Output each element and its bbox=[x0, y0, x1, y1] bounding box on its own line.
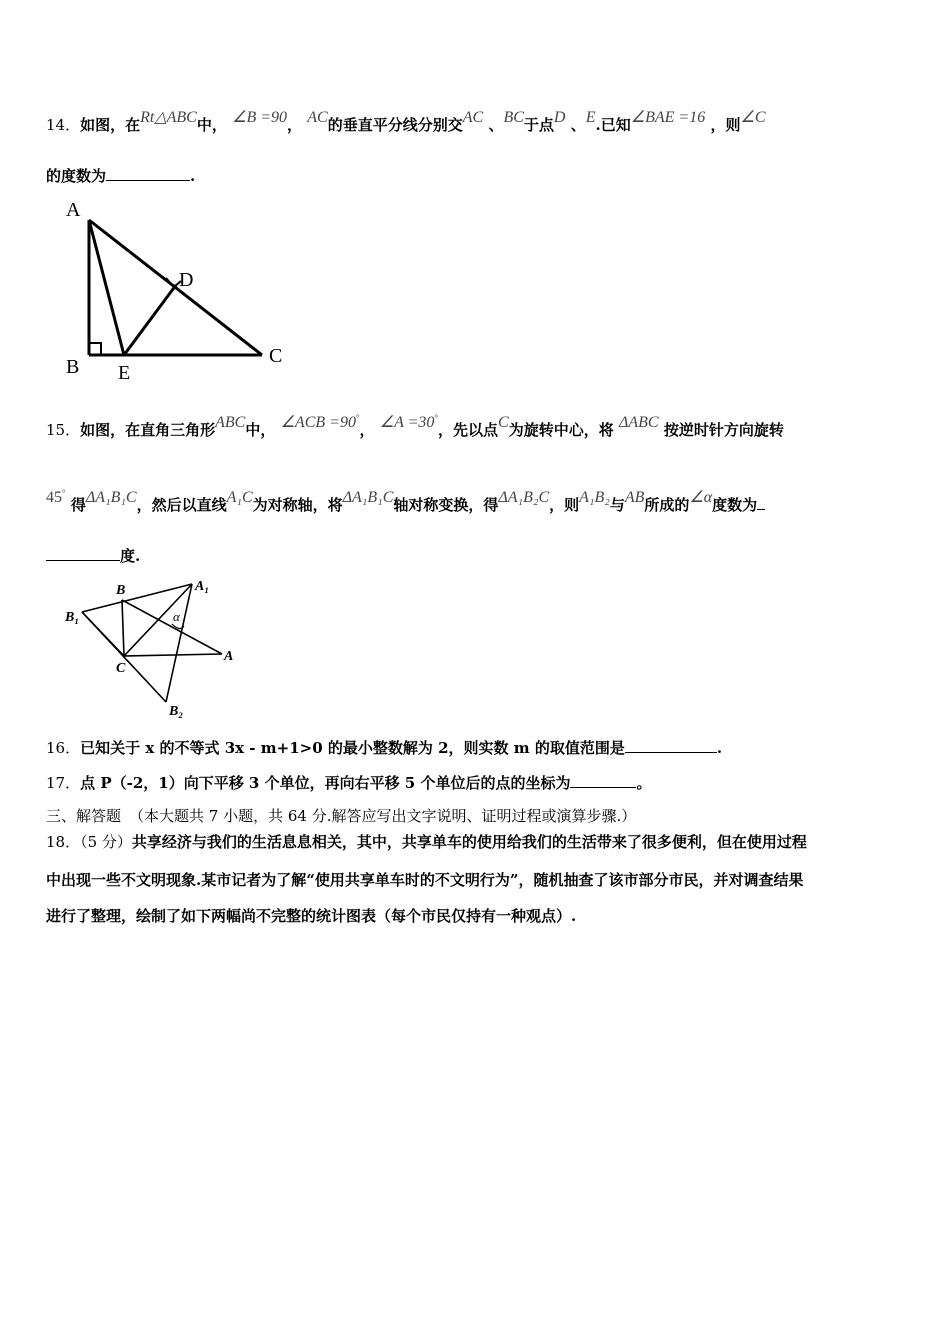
answer-blank[interactable] bbox=[106, 167, 190, 181]
segment-bc bbox=[122, 600, 124, 656]
segment-ab bbox=[122, 600, 222, 654]
q17: 17．点 P（-2，1）向下平移 3 个单位，再向右平移 5 个单位后的点的坐标为 。 bbox=[46, 774, 652, 792]
label-b2: B₂ bbox=[169, 704, 184, 719]
q16: 16．已知关于 x 的不等式 3x - m+1>0 的最小整数解为 2，则实数 m 的取值范围是 . bbox=[46, 739, 723, 757]
q15-line3: 度. bbox=[46, 545, 140, 566]
q17-number: 17． bbox=[46, 774, 81, 792]
math-angle-a: ∠A =30 bbox=[379, 414, 435, 431]
q16-number: 16． bbox=[46, 739, 81, 757]
q15-line2: 45° 得ΔA₁B₁C，然后以直线A₁C为对称轴，将ΔA₁B₁C轴对称变换，得ΔA₁B₂C，则A₁B₂与AB所成的∠α度数为 bbox=[46, 494, 765, 515]
segment-ca bbox=[124, 654, 222, 656]
answer-blank[interactable] bbox=[625, 739, 717, 753]
label-c: C bbox=[116, 661, 126, 676]
math-rt-triangle: Rt△ABC bbox=[140, 109, 197, 126]
answer-blank[interactable] bbox=[46, 547, 120, 561]
math-angle-bae: ∠BAE =16 bbox=[630, 109, 706, 126]
math-angle-acb: ∠ACB =90 bbox=[280, 414, 356, 431]
q14-line2: 的度数为 . bbox=[46, 167, 196, 185]
label-e: E bbox=[118, 362, 131, 384]
right-angle-b bbox=[89, 343, 101, 355]
q15-line1: 15．如图，在直角三角形ABC中， ∠ACB =90°， ∠A =30°，先以点C为旋转中心，将 ΔABC 按逆时针方向旋转 bbox=[46, 413, 784, 439]
segment-b1c bbox=[82, 612, 124, 656]
label-d: D bbox=[179, 269, 194, 291]
answer-blank[interactable] bbox=[570, 774, 636, 788]
section-three-header bbox=[46, 805, 636, 826]
q14-number: 14． bbox=[46, 116, 81, 134]
q18-line3: 进行了整理，绘制了如下两幅尚不完整的统计图表（每个市民仅持有一种观点）. bbox=[46, 907, 577, 925]
label-a: A bbox=[66, 199, 81, 221]
label-b1: B₁ bbox=[65, 610, 80, 625]
math-ac: AC bbox=[307, 109, 328, 126]
q14-line1: 14．如图，在Rt△ABC中， ∠B =90， AC的垂直平分线分别交AC 、BC于点D 、E.已知∠BAE =16 ，则∠C bbox=[46, 109, 766, 134]
math-angle-b: ∠B =90 bbox=[232, 109, 288, 126]
label-a1: A₁ bbox=[195, 579, 210, 594]
segment-ed bbox=[124, 285, 176, 355]
q18-line2: 中出现一些不文明现象.某市记者为了解“使用共享单车时的不文明行为”，随机抽查了该市部分市民，并对调查结果 bbox=[46, 871, 804, 889]
q18-line1: 18．（5 分）共享经济与我们的生活息息相关，其中，共享单车的使用给我们的生活带来了很多便利，但在使用过程 bbox=[46, 833, 807, 851]
label-b: B bbox=[66, 356, 80, 378]
label-b: B bbox=[116, 583, 126, 598]
q14-figure bbox=[58, 196, 298, 386]
q15-figure bbox=[62, 574, 252, 719]
section-note: （本大题共 7 小题，共 64 分.解答应写出文字说明、证明过程或演算步骤.） bbox=[129, 807, 637, 825]
label-c: C bbox=[269, 345, 283, 367]
segment-ca1 bbox=[124, 584, 192, 656]
section-title: 三、解答题 bbox=[46, 807, 122, 825]
segment-ae bbox=[89, 220, 124, 355]
label-alpha: α bbox=[173, 609, 180, 624]
label-a: A bbox=[224, 649, 234, 664]
q18-number: 18．（5 分） bbox=[46, 833, 132, 851]
q15-number: 15． bbox=[46, 421, 81, 439]
segment-a1b2 bbox=[166, 584, 192, 702]
